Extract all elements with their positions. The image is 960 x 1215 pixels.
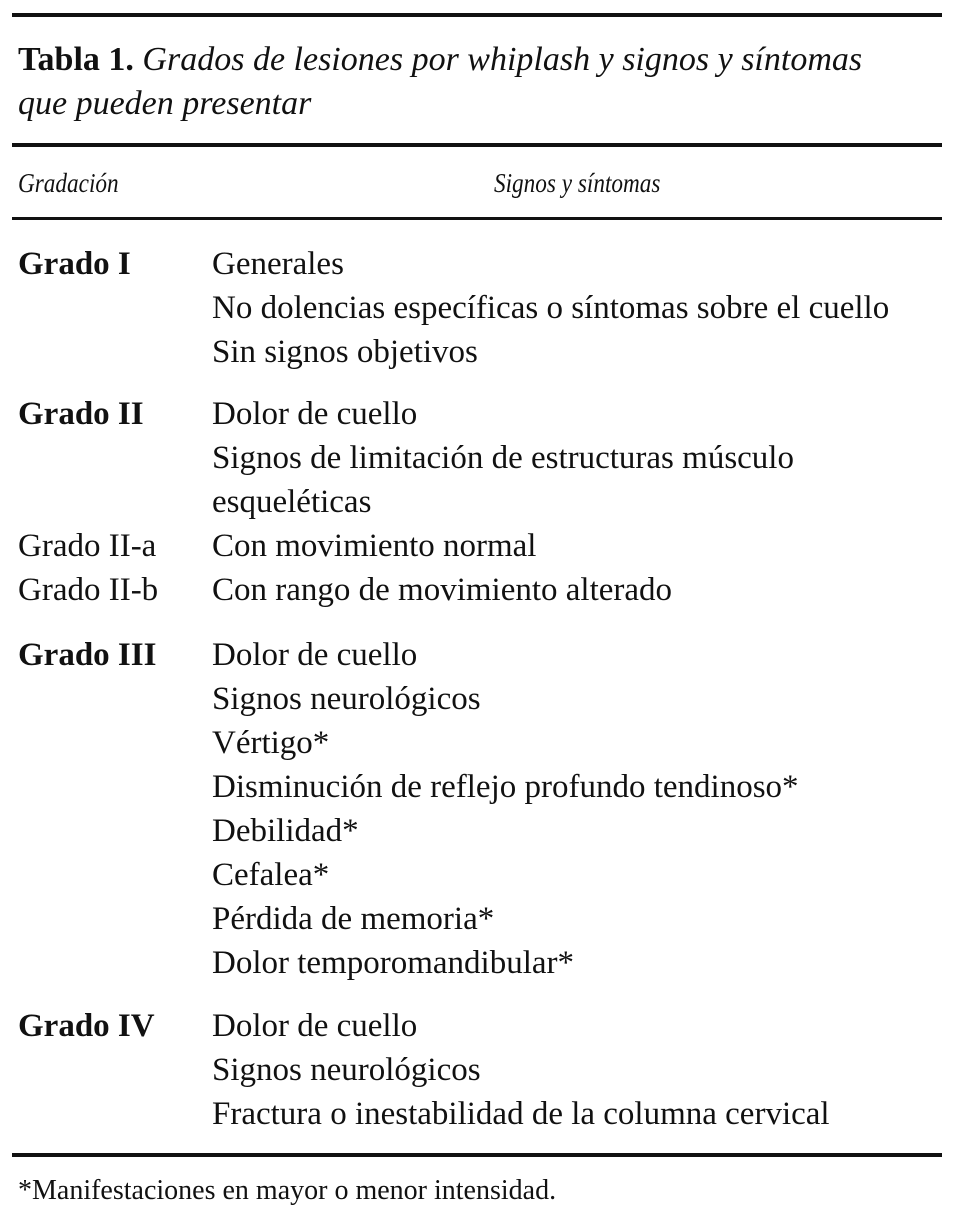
signs-list-i [212,242,942,374]
sign-item: Sin signos objetivos [212,334,478,370]
grade-label-iii: Grado III [18,637,157,673]
table-bottom-rule [12,1153,942,1157]
sign-item: Dolor de cuello [212,637,418,673]
header-rule [12,217,942,220]
column-header-grade: Gradación [18,168,119,198]
sign-item: Pérdida de memoria* [212,901,495,937]
sign-item: esqueléticas [212,484,372,520]
sign-item: Fractura o inestabilidad de la columna cervical [212,1096,830,1132]
grade-label-i: Grado I [18,246,131,282]
sign-item: Signos neurológicos [212,1052,481,1088]
sign-item: Generales [212,246,344,282]
grade-label-iv: Grado IV [18,1008,155,1044]
table-title-line-1: Grados de lesiones por whiplash y signos y síntomas [142,41,863,78]
signs-list-iv [212,1004,942,1136]
sign-item: No dolencias específicas o síntomas sobre el cuello [212,290,890,326]
signs-list-iii [212,633,942,985]
table-title-line-2: que pueden presentar [18,85,312,122]
signs-list-ii-b [212,568,942,612]
sign-item: Dolor de cuello [212,1008,418,1044]
sign-item: Vértigo* [212,725,330,761]
sign-item: Dolor temporomandibular* [212,945,575,981]
table-top-rule [12,13,942,17]
caption-rule [12,143,942,147]
table-label: Tabla 1. [18,41,134,78]
table-caption [18,38,933,126]
signs-list-ii-a [212,524,942,568]
sign-item: Signos neurológicos [212,681,481,717]
sign-item: Debilidad* [212,813,359,849]
sign-item: Con movimiento normal [212,528,537,564]
sign-item: Dolor de cuello [212,396,418,432]
grade-label-ii-a: Grado II-a [18,528,157,564]
sign-item: Con rango de movimiento alterado [212,572,673,608]
sign-item: Cefalea* [212,857,330,893]
column-header-signs: Signos y síntomas [494,168,661,198]
signs-list-ii [212,392,942,524]
sign-item: Signos de limitación de estructuras músculo [212,440,794,476]
sign-item: Disminución de reflejo profundo tendinoso* [212,769,799,805]
grade-label-ii: Grado II [18,396,144,432]
table-footnote: *Manifestaciones en mayor o menor intensidad. [18,1175,557,1206]
grade-label-ii-b: Grado II-b [18,572,159,608]
